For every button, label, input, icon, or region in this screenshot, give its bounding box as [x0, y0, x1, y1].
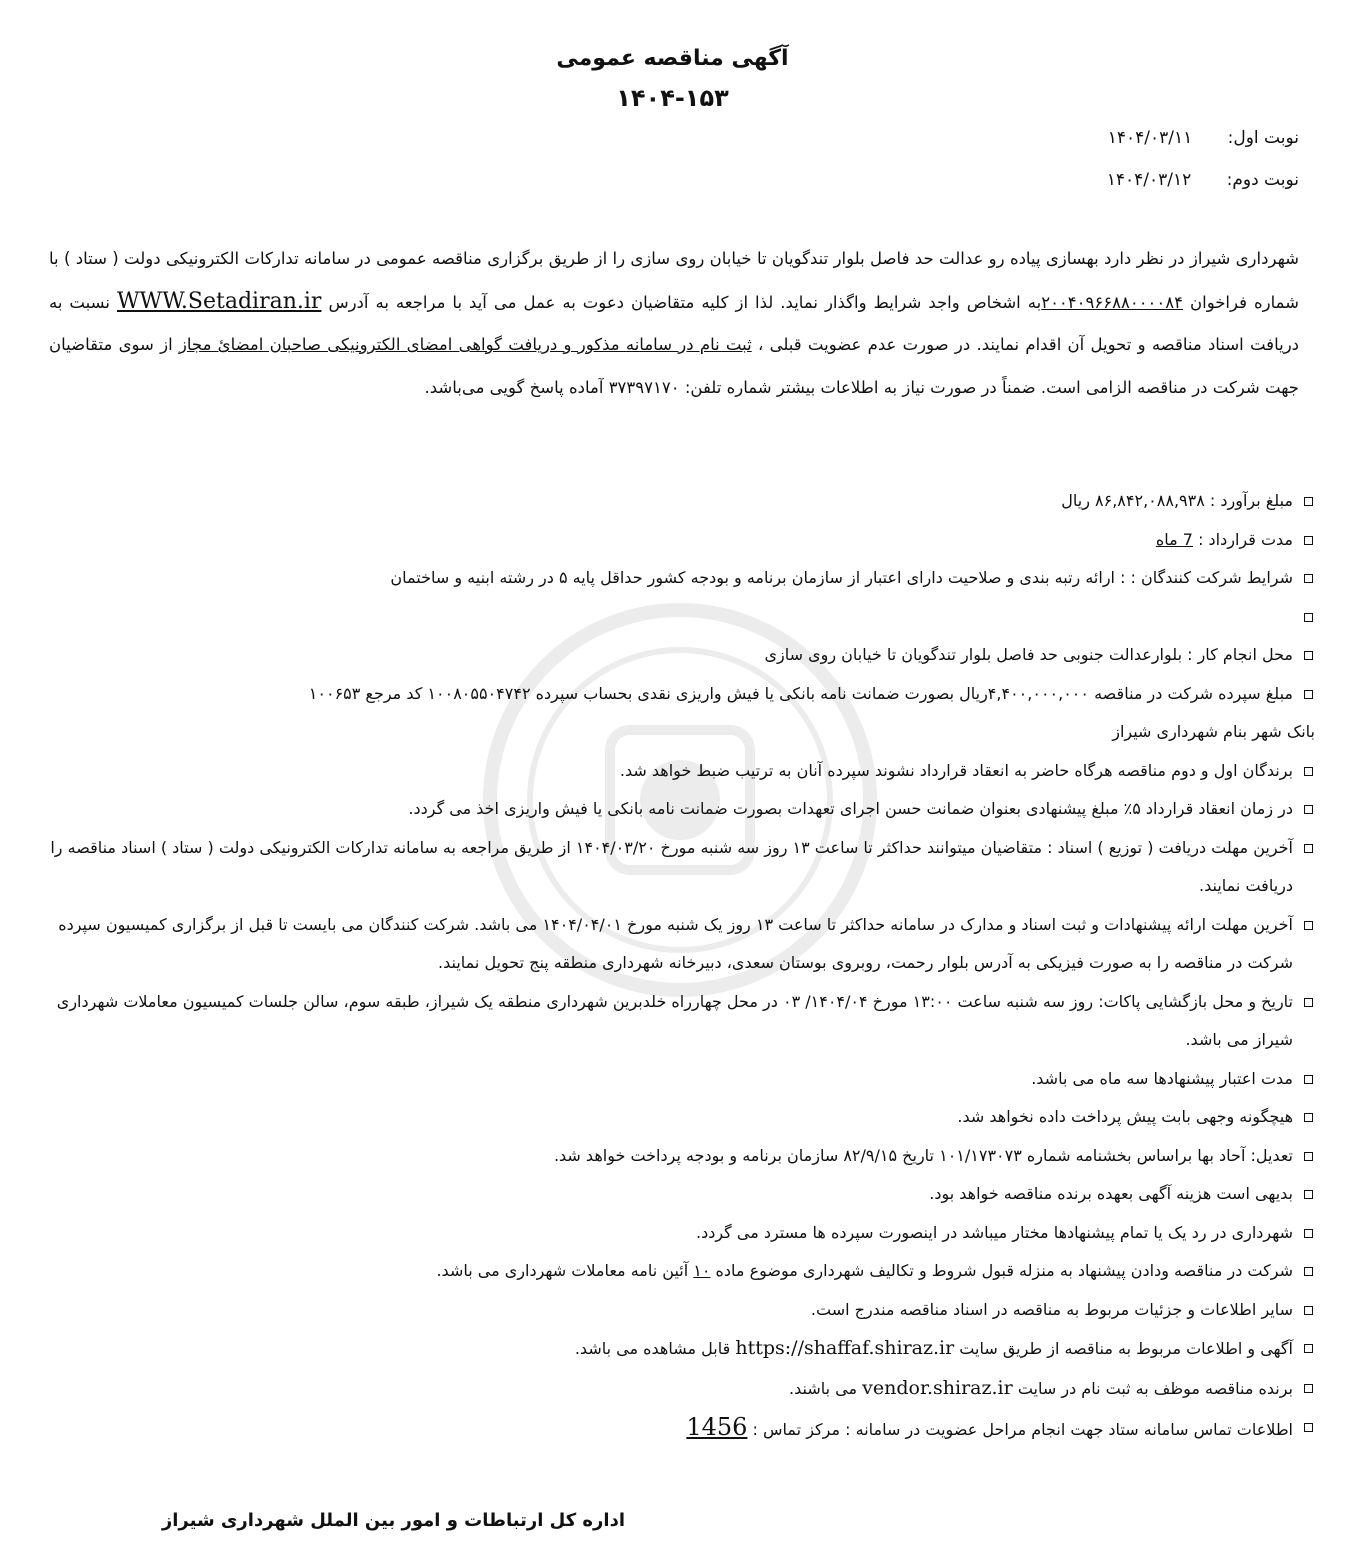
prepayment-text: هیچگونه وجهی بابت پیش پرداخت داده نخواهد شد. [957, 1107, 1293, 1126]
checkbox-bullet-icon [1304, 1267, 1313, 1276]
participation-text-b: آئین نامه معاملات شهرداری می باشد. [436, 1261, 689, 1280]
estimate-value: ۸۶,۸۴۲,۰۸۸,۹۳۸ ریال [1061, 491, 1205, 510]
list-item-adjustment [50, 1137, 1315, 1176]
list-item-other-info [50, 1291, 1315, 1330]
list-item-estimate [50, 482, 1315, 521]
checkbox-bullet-icon [1304, 651, 1313, 660]
checkbox-bullet-icon [1304, 1306, 1313, 1315]
deposit-bank-text: بانک شهر بنام شهرداری شیراز [1112, 722, 1315, 741]
checkbox-bullet-icon [1304, 998, 1313, 1007]
checkbox-bullet-icon [1304, 574, 1313, 583]
list-item-ad-cost [50, 1175, 1315, 1214]
conditions-text: شرایط شرکت کنندگان : : ارائه رتبه بندی و صلاحیت دارای اعتبار از سازمان برنامه و بودجه کشور حداقل پایه ۵ در رشته ابنیه و ساختمان [390, 568, 1293, 587]
list-item-duration [50, 521, 1315, 560]
checkbox-bullet-icon [1304, 613, 1313, 622]
notice-title: آگهی مناقصه عمومی [556, 46, 789, 71]
checkbox-bullet-icon [1304, 536, 1313, 545]
intro-text-3: نسبت به دریافت اسناد مناقصه و تحویل آن اقدام نمایند. در صورت عدم عضویت قبلی ، [49, 292, 1300, 354]
first-round-label: نوبت اول: [1227, 128, 1299, 148]
estimate-label: مبلغ برآورد : [1209, 491, 1293, 510]
list-item-prepayment [50, 1098, 1315, 1137]
list-item-guarantee [50, 790, 1315, 829]
checkbox-bullet-icon [1304, 1190, 1313, 1199]
guarantee-text: در زمان انعقاد قرارداد ۵٪ مبلغ پیشنهادی بعنوان ضمانت حسن اجرای تعهدات بصورت ضمانت نامه بانکی یا فیش واریزی اخذ می گردد. [408, 799, 1293, 818]
intro-paragraph [49, 238, 1299, 409]
checkbox-bullet-icon [1304, 1113, 1313, 1122]
checkbox-bullet-icon [1304, 1344, 1313, 1353]
list-item-deposit [50, 675, 1315, 714]
list-item-deadline-docs [50, 829, 1315, 906]
second-round-label: نوبت دوم: [1226, 170, 1299, 190]
opening-text: تاریخ و محل بازگشایی پاکات: روز سه شنبه ساعت ۱۳:۰۰ مورخ ۱۴۰۴/۰۴/ ۰۳ در محل چهارراه خلدبرین شهرداری منطقه یک شیراز، طبقه سوم، سالن جلسات کمیسیون معاملات شهرداری شیراز می باشد. [56, 991, 1293, 1049]
list-item-conditions [50, 559, 1315, 598]
setadiran-link[interactable]: WWW.Setadiran.ir [116, 288, 322, 314]
reject-text: شهرداری در رد یک یا تمام پیشنهادها مختار میباشد در اینصورت سپرده ها مسترد می گردد. [695, 1222, 1293, 1242]
intro-text-1: شهرداری شیراز در نظر دارد بهسازی پیاده رو عدالت حد فاصل بلوار تندگویان تا خیابان روی سازی را از طریق برگزاری مناقصه عمومی در سامانه تدارکات الکترونیکی دولت ( ستاد ) با شماره فراخوان [49, 249, 1299, 312]
checkbox-bullet-icon [1304, 1075, 1313, 1084]
list-item-reject [50, 1214, 1315, 1253]
winners-text: برندگان اول و دوم مناقصه هرگاه حاضر به انعقاد قرارداد نشوند سپرده آنان به ترتیب ضبط خواهد شد. [619, 760, 1293, 780]
second-round-date: ۱۴۰۴/۰۳/۱۲ [1106, 170, 1192, 190]
checkbox-bullet-icon [1304, 844, 1313, 853]
checkbox-bullet-icon [1304, 1384, 1313, 1393]
checkbox-bullet-icon [1304, 1229, 1313, 1238]
checkbox-bullet-icon [1304, 497, 1313, 506]
duration-label: مدت قرارداد : [1198, 529, 1293, 549]
call-number: ۲۰۰۴۰۹۶۶۸۸۰۰۰۰۸۴ [1041, 292, 1183, 312]
list-item-deposit-continued [50, 713, 1315, 752]
ad-cost-text: بدیهی است هزینه آگهی بعهده برنده مناقصه خواهد بود. [929, 1184, 1293, 1203]
intro-text-underlined: ثبت نام در سامانه مذکور و دریافت گواهی امضای الکترونیکی صاحبان امضائ مجاز [178, 335, 752, 354]
list-item-deadline-offers [50, 906, 1315, 983]
site-text-b: قابل مشاهده می باشد. [574, 1339, 731, 1358]
list-item-participation [50, 1252, 1315, 1291]
checkbox-bullet-icon [1304, 1152, 1313, 1161]
shaffaf-link[interactable]: https://shaffaf.shiraz.ir [735, 1337, 955, 1359]
participation-text-a: شرکت در مناقصه ودادن پیشنهاد به منزله قبول شروط و تکالیف شهرداری موضوع ماده [715, 1261, 1293, 1280]
second-round [1107, 170, 1299, 190]
contact-number: 1456 [686, 1413, 748, 1441]
notice-number: ۱۴۰۴-۱۵۳ [616, 84, 729, 112]
first-round-date: ۱۴۰۴/۰۳/۱۱ [1107, 128, 1193, 148]
checkbox-bullet-icon [1304, 921, 1313, 930]
vendor-link[interactable]: vendor.shiraz.ir [862, 1376, 1013, 1399]
conditions-list [50, 482, 1315, 1450]
validity-text: مدت اعتبار پیشنهادها سه ماه می باشد. [1031, 1068, 1293, 1088]
intro-text-5: از سوی متقاضیان جهت شرکت در مناقصه الزامی است. ضمناً در صورت نیاز به اطلاعات بیشتر شماره تلفن: [49, 335, 1299, 397]
first-round [1108, 128, 1299, 148]
deadline-offers-text: آخرین مهلت ارائه پیشنهادات و ثبت اسناد و مدارک در سامانه حداکثر تا ساعت ۱۳ روز یک شنبه مورخ ۱۴۰۴/۰۴/۰۱ می باشد. شرکت کنندگان می بایست تا قبل از برگزاری کمیسیون سپرده شرکت در مناقصه را به صورت فیزیکی به آدرس بلوار رحمت، روبروی بوستان سعدی، دبیرخانه شهرداری منطقه پنج تحویل نمایند. [58, 914, 1293, 972]
phone-number: ۳۷۳۹۷۱۷۰ [608, 377, 680, 397]
intro-text-6: آماده پاسخ گویی می‌باشد. [424, 377, 604, 397]
list-item-location [50, 636, 1315, 675]
duration-value: 7 ماه [1155, 529, 1193, 549]
list-item-site [50, 1329, 1315, 1369]
list-item-vendor [50, 1369, 1315, 1409]
checkbox-bullet-icon [1304, 1423, 1313, 1432]
other-info-text: سایر اطلاعات و جزئیات مربوط به مناقصه در اسناد مناقصه مندرج است. [810, 1299, 1293, 1319]
checkbox-bullet-icon [1304, 805, 1313, 814]
deposit-text: مبلغ سپرده شرکت در مناقصه ۴,۴۰۰,۰۰۰,۰۰۰ریال بصورت ضمانت نامه بانکی یا فیش واریزی نقدی بحساب سپرده ۱۰۰۸۰۵۵۰۴۷۴۲ کد مرجع ۱۰۰۶۵۳ [308, 683, 1293, 703]
location-text: محل انجام کار : بلوارعدالت جنوبی حد فاصل بلوار تندگویان تا خیابان روی سازی [764, 645, 1293, 664]
site-text-a: آگهی و اطلاعات مربوط به مناقصه از طریق سایت [959, 1339, 1293, 1358]
vendor-text-a: برنده مناقصه موظف به ثبت نام در سایت [1017, 1378, 1293, 1398]
checkbox-bullet-icon [1304, 690, 1313, 699]
article-number: ۱۰ [693, 1261, 711, 1280]
list-item-empty [50, 598, 1315, 637]
checkbox-bullet-icon [1304, 767, 1313, 776]
contact-text: اطلاعات تماس سامانه ستاد جهت انجام مراحل عضویت در سامانه : مرکز تماس : [752, 1420, 1293, 1439]
adjustment-text: تعدیل: آحاد بها براساس بخشنامه شماره ۱۰۱/۱۷۳۰۷۳ تاریخ ۸۲/۹/۱۵ سازمان برنامه و بودجه پرداخت خواهد شد. [553, 1145, 1293, 1165]
footer-signature: اداره کل ارتباطات و امور بین الملل شهرداری شیراز [161, 1510, 625, 1531]
vendor-text-b: می باشند. [789, 1378, 858, 1398]
list-item-validity [50, 1060, 1315, 1099]
deadline-docs-text: آخرین مهلت دریافت ( توزیع ) اسناد : متقاضیان میتوانند حداکثر تا ساعت ۱۳ روز سه شنبه مورخ ۱۴۰۴/۰۳/۲۰ از طریق مراجعه به سامانه تدارکات الکترونیکی دولت ( ستاد ) اسناد مناقصه را دریافت نمایند. [50, 837, 1293, 895]
list-item-opening [50, 983, 1315, 1060]
list-item-winners [50, 752, 1315, 791]
list-item-contact [50, 1408, 1315, 1450]
intro-text-2: به اشخاص واجد شرایط واگذار نماید. لذا از کلیه متقاضیان دعوت به عمل می آید با مراجعه به آدرس [328, 292, 1042, 312]
